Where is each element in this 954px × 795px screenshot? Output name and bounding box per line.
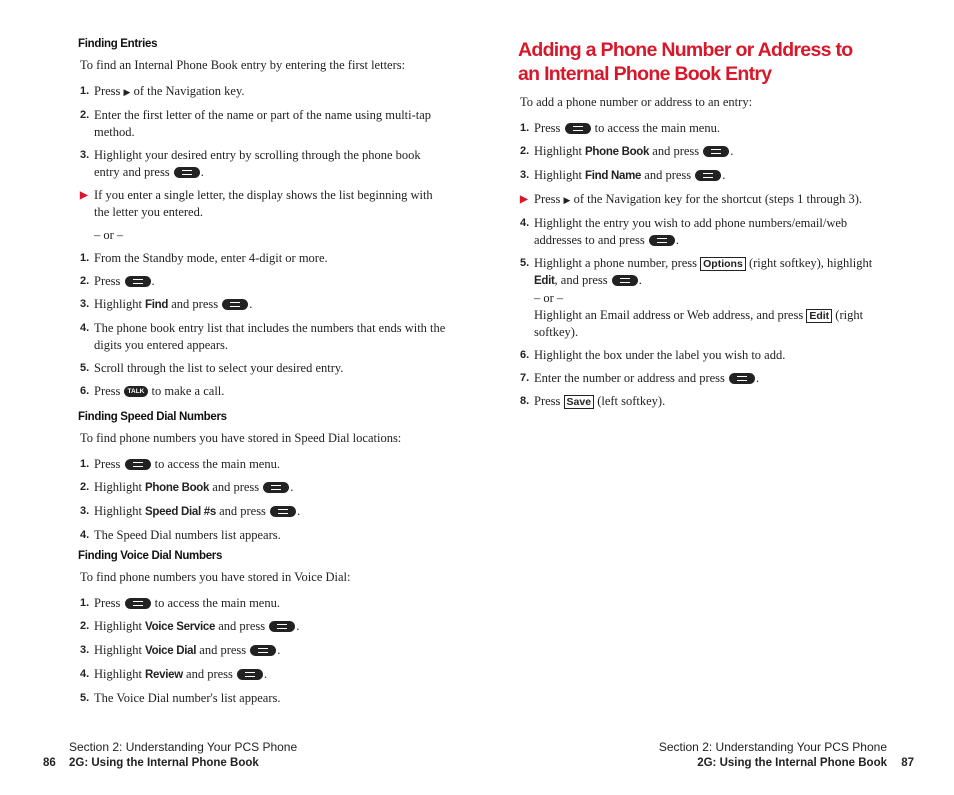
tip-bullet: ▶ If you enter a single letter, the display shows the list beginning with the letter you entered. <box>80 188 433 219</box>
left-column <box>78 38 448 713</box>
menu-ok-key-icon <box>250 645 276 656</box>
menu-ok-key-icon <box>269 621 295 632</box>
menu-ok-key-icon <box>565 123 591 134</box>
right-page-number: 87 <box>901 757 914 769</box>
list-item: 5. Highlight a phone number, press Options (right softkey), highlight Edit, and press . – or – Highlight an Email address or Web address, and press Edit (right softkey). <box>520 256 873 339</box>
list-item: 1. Press to access the main menu. <box>80 596 280 610</box>
list-item: 3. Highlight your desired entry by scrolling through the phone book entry and press . <box>80 148 421 179</box>
list-item: 4. Highlight Review and press . <box>80 667 268 681</box>
menu-ok-key-icon <box>125 276 151 287</box>
list-item: 3. Highlight Find and press . <box>80 297 253 311</box>
list-item: 4. The phone book entry list that includes the numbers that ends with the digits you entered appears. <box>80 321 446 352</box>
left-chapter-title: 2G: Using the Internal Phone Book <box>69 757 259 769</box>
options-softkey-label: Options <box>700 257 746 271</box>
menu-ok-key-icon <box>729 373 755 384</box>
list-item: 1. Press ▶ of the Navigation key. <box>80 84 245 98</box>
right-footer-section: Section 2: Understanding Your PCS Phone <box>658 740 887 754</box>
bullet-arrow-icon: ▶ <box>80 190 88 201</box>
bullet-arrow-icon: ▶ <box>520 194 528 205</box>
list-item: 8. Press Save (left softkey). <box>520 394 666 408</box>
list-item: 2. Highlight Phone Book and press . <box>520 144 734 158</box>
left-footer-section: Section 2: Understanding Your PCS Phone <box>69 740 298 754</box>
list-item: 4. The Speed Dial numbers list appears. <box>80 528 281 542</box>
navigation-right-icon: ▶ <box>563 195 571 205</box>
left-page-number: 86 <box>43 757 56 769</box>
add-number-intro: To add a phone number or address to an entry: <box>520 95 753 109</box>
list-item: 1. Press to access the main menu. <box>520 121 720 135</box>
list-item: 6. Press TALK to make a call. <box>80 384 225 398</box>
voice-dial-heading: Finding Voice Dial Numbers <box>78 550 223 562</box>
menu-ok-key-icon <box>703 146 729 157</box>
voice-dial-intro: To find phone numbers you have stored in Voice Dial: <box>80 570 351 584</box>
list-item: 5. The Voice Dial number's list appears. <box>80 691 281 705</box>
menu-ok-key-icon <box>237 669 263 680</box>
speed-dial-intro: To find phone numbers you have stored in Speed Dial locations: <box>80 431 402 445</box>
menu-ok-key-icon <box>125 598 151 609</box>
menu-ok-key-icon <box>125 459 151 470</box>
list-item: 1. Press to access the main menu. <box>80 457 280 471</box>
list-item: 3. Highlight Voice Dial and press . <box>80 643 281 657</box>
edit-softkey-label: Edit <box>806 309 832 323</box>
right-column <box>518 38 878 416</box>
or-separator: – or – <box>94 228 124 242</box>
list-item: 2. Enter the first letter of the name or part of the name using multi-tap method. <box>80 108 432 139</box>
talk-key-icon: TALK <box>124 386 149 397</box>
menu-ok-key-icon <box>695 170 721 181</box>
list-item: 3. Highlight Find Name and press . <box>520 168 726 182</box>
menu-ok-key-icon <box>612 275 638 286</box>
list-item: 2. Highlight Phone Book and press . <box>80 480 294 494</box>
list-item: 5. Scroll through the list to select your desired entry. <box>80 361 344 375</box>
page-title: Adding a Phone Number or Address to an Internal Phone Book Entry <box>518 39 853 85</box>
tip-bullet: ▶ Press ▶ of the Navigation key for the shortcut (steps 1 through 3). <box>520 192 863 206</box>
list-item: 7. Enter the number or address and press . <box>520 371 760 385</box>
list-item: 3. Highlight Speed Dial #s and press . <box>80 504 301 518</box>
list-item: 2. Highlight Voice Service and press . <box>80 619 300 633</box>
menu-ok-key-icon <box>263 482 289 493</box>
finding-entries-heading: Finding Entries <box>78 38 158 50</box>
speed-dial-heading: Finding Speed Dial Numbers <box>78 411 227 423</box>
list-item: 2. Press . <box>80 274 155 288</box>
finding-entries-intro: To find an Internal Phone Book entry by entering the first letters: <box>80 58 406 72</box>
list-item: 6. Highlight the box under the label you wish to add. <box>520 348 786 362</box>
list-item: 4. Highlight the entry you wish to add phone numbers/email/web addresses to and press . <box>520 216 848 247</box>
list-item: 1. From the Standby mode, enter 4-digit or more. <box>80 251 328 265</box>
menu-ok-key-icon <box>649 235 675 246</box>
right-chapter-title: 2G: Using the Internal Phone Book <box>697 757 887 769</box>
navigation-right-icon: ▶ <box>123 87 131 97</box>
menu-ok-key-icon <box>270 506 296 517</box>
save-softkey-label: Save <box>564 395 595 409</box>
menu-ok-key-icon <box>222 299 248 310</box>
menu-ok-key-icon <box>174 167 200 178</box>
or-separator: – or – <box>534 291 564 305</box>
